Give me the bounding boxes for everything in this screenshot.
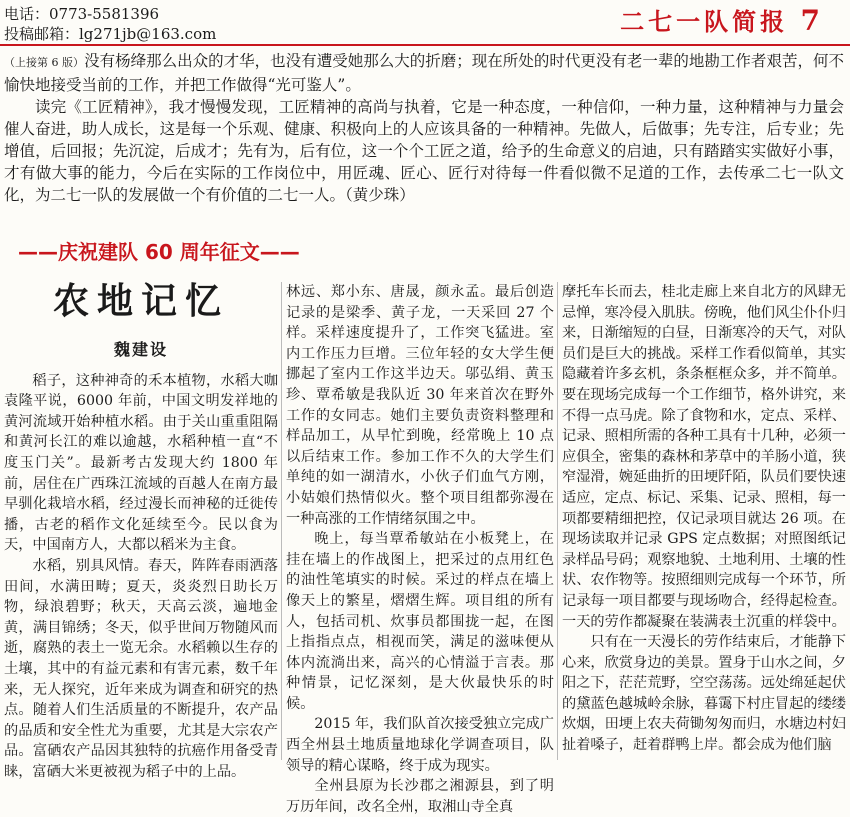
article-title: 农地记忆 bbox=[52, 281, 229, 322]
continued-paragraph-2: 读完《工匠精神》，我才慢慢发现，工匠精神的高尚与执着，它是一种态度，一种信仰，一种力量，这种精神与力量会催人奋进，助人成长，这是每一个乐观、健康、积极向上的人应该具备的一种精神。先做人，后做事；先专注，后专业；先增值，后回报；先沉淀，后成才；先有为，后有位，这一个个工匠之道，给予的生命意义的启迪，只有踏踏实实做好小事，才有做大事的能力，今后在实际的工作岗位中，用匠魂、匠心、匠行对待每一件看似微不足道的工作，去传承二七一队文化，为二七一队的发展做一个有价值的二七一人。（黄少珠） bbox=[4, 98, 844, 204]
paragraph: 全州县原为长沙郡之湘源县，到了明万历年间，改名全州，取湘山寺全真 bbox=[286, 778, 554, 815]
column-divider bbox=[281, 282, 282, 760]
paragraph: 2015 年，我们队首次接受独立完成广西全州县土地质量地球化学调查项目，队领导的精心谋略，终于成为现实。 bbox=[286, 716, 554, 774]
masthead-title: 二七一队简报 bbox=[620, 7, 789, 36]
paragraph: 晚上，每当覃希敏站在小板凳上，在挂在墙上的作战图上，把采过的点用红色的油性笔填实的时候。采过的样点在墙上像天上的繁星，熠熠生辉。项目组的所有人，包括司机、炊事员都围拢一起，在图上指指点点，相视而笑，满足的滋味便从体内流淌出来，高兴的心情溢于言表。那种情景，记忆深刻，是大伙最快乐的时候。 bbox=[286, 531, 554, 712]
email-text: 投稿邮箱：lg271jb@163.com bbox=[4, 25, 217, 43]
article-column-2 bbox=[286, 282, 554, 815]
continued-article bbox=[4, 50, 844, 206]
paragraph: 只有在一天漫长的劳作结束后，才能静下心来，欣赏身边的美景。置身于山水之间，夕阳之下，茫茫荒野，空空荡荡。远处绵延起伏的黛蓝色越城岭余脉，暮霭下村庄冒起的缕缕炊烟，田埂上农夫荷锄匆匆而归，水塘边村妇扯着嗓子，赶着群鸭上岸。都会成为他们脑 bbox=[562, 634, 846, 754]
article-column-1 bbox=[4, 270, 278, 780]
paragraph: 林远、郑小东、唐晟，颜永孟。最后创造记录的是梁季、黄子龙，一天采回 27 个样。采样速度提升了，工作突飞猛进。室内工作压力巨增。三位年轻的女大学生便挪起了室内工作这半边天。邬弘绢、黄玉珍、覃希敏是我队近 30 年来首次在野外工作的女同志。她们主要负责资料整理和样品加工，从早忙到晚，经常晚上 10 点以后结束工作。参加工作不久的大学生们单纯的如一湖清水，小伙子们血气方刚，小姑娘们热情似火。整个项目组都弥漫在一种高涨的工作情绪氛围之中。 bbox=[286, 284, 554, 527]
article-author: 魏建设 bbox=[113, 340, 168, 359]
section-banner: ——庆祝建队 60 周年征文—— bbox=[18, 240, 300, 264]
column-divider bbox=[557, 282, 558, 760]
page-number: 7 bbox=[800, 4, 824, 37]
contact-info bbox=[4, 4, 216, 44]
paragraph: 水稻，别具风情。春天，阵阵春雨洒落田间，水满田畴；夏天，炎炎烈日助长万物，绿浪碧野；秋天，天高云淡，遍地金黄，满目锦绣；冬天，似乎世间万物随风而逝，腐熟的表土一览无余。水稻赖以生存的土壤，其中的有益元素和有害元素，数千年来，无人探究，近年来成为调查和研究的热点。随着人们生活质量的不断提升，农产品的品质和安全性尤为重要，尤其是大宗农产品。富硒农产品因其独特的抗癌作用备受青睐，富硒大米更被视为稻子中的上品。 bbox=[4, 557, 278, 780]
phone-text: 电话：0773-5581396 bbox=[4, 5, 160, 23]
continuation-tag: （上接第 6 版） bbox=[4, 56, 85, 69]
header-rule bbox=[0, 44, 850, 46]
paragraph: 稻子，这种神奇的禾本植物，水稻大咖袁隆平说，6000 年前，中国文明发祥地的黄河流域开始种植水稻。由于关山重重阻隔和黄河长江的难以逾越，水稻种植一直“不度玉门关”。最新考古发现大约 1800 年前，居住在广西珠江流域的百越人在南方最早驯化栽培水稻，经过漫长而神秘的迁徙传播，古老的稻作文化延续至今。民以食为天，中国南方人，大都以稻米为主食。 bbox=[4, 372, 278, 554]
article-column-3 bbox=[562, 282, 846, 760]
continued-paragraph-1: （上接第 6 版）没有杨绛那么出众的才华，也没有遭受她那么大的折磨；现在所处的时代更没有老一辈的地勘工作者艰苦，何不愉快地接受当前的工作，并把工作做得“光可鉴人”。 bbox=[4, 52, 844, 94]
paragraph: 摩托车长而去，桂北走廊上来自北方的风肆无忌惮，寒冷侵入肌肤。傍晚，他们风尘仆仆归来，日渐缩短的白昼，日渐寒冷的天气，对队员们是巨大的挑战。采样工作看似简单，其实隐藏着许多玄机，条条框框众多，并不简单。要在现场完成每一个工作细节，格外讲究，来不得一点马虎。除了食物和水，定点、采样、记录、照相所需的各种工具有十几种，必须一应俱全，密集的森林和茅草中的羊肠小道，狭窄湿滑，婉延曲折的田埂阡陌，队员们要快速适应，定点、标记、采集、记录、照相，每一项都要精细把控，仅记录项目就达 26 项。在现场读取并记录 GPS 定点数据；对照图纸记录样品号码；观察地貌、土地利用、土壤的性状、农作物等。按照细则完成每一个环节，所记录每一项目都要与现场吻合，经得起检查。一天的劳作都凝聚在装满表土沉重的样袋中。 bbox=[562, 284, 846, 630]
masthead bbox=[620, 2, 824, 37]
